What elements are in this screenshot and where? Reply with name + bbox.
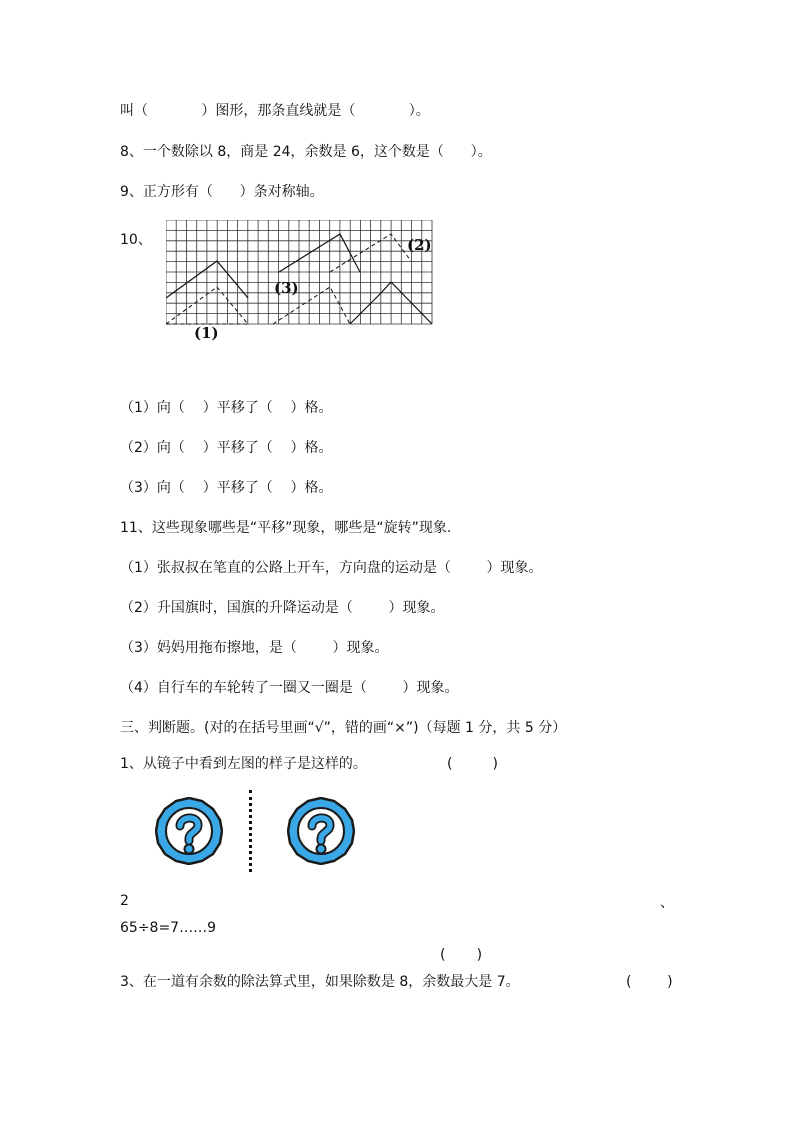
judge-3-text: 3、在一道有余数的除法算式里，如果除数是 8，余数最大是 7。 <box>120 974 520 990</box>
judge-1-answer-paren: ( ) <box>447 756 498 772</box>
question-11-sub-3: （3）妈妈用拖布擦地，是（ ）现象。 <box>120 640 389 656</box>
mirrored-question-mark-badge-icon <box>287 797 355 869</box>
judge-2-answer-paren: ( ) <box>440 947 483 963</box>
grid-label-3: (3) <box>274 279 299 297</box>
translation-grid-figure <box>166 220 446 354</box>
judge-1-text: 1、从镜子中看到左图的样子是这样的。 <box>120 756 367 772</box>
grid-label-2: (2) <box>407 236 432 254</box>
section-3-title: 三、判断题。(对的在括号里画“√”，错的画“×”)（每题 1 分，共 5 分） <box>120 720 567 736</box>
question-11-intro: 11、这些现象哪些是“平移”现象，哪些是“旋转”现象. <box>120 520 452 536</box>
question-9: 9、正方形有（ ）条对称轴。 <box>120 184 324 200</box>
judge-2-expression: 65÷8=7……9 <box>120 920 216 936</box>
mirror-divider <box>249 790 252 872</box>
judge-2-number: 2 <box>120 893 129 909</box>
question-11-sub-2: （2）升国旗时，国旗的升降运动是（ ）现象。 <box>120 600 445 616</box>
grid-label-1: (1) <box>194 324 219 342</box>
fill-blank-line: 叫（ ）图形，那条直线就是（ ）。 <box>120 103 430 119</box>
question-10-sub-1: （1）向（ ）平移了（ ）格。 <box>120 400 333 416</box>
question-10-number: 10、 <box>120 232 152 248</box>
question-10-sub-3: （3）向（ ）平移了（ ）格。 <box>120 480 333 496</box>
judge-3-answer-paren: ( ) <box>626 974 673 990</box>
question-11-sub-4: （4）自行车的车轮转了一圈又一圈是（ ）现象。 <box>120 680 459 696</box>
question-8: 8、一个数除以 8，商是 24，余数是 6，这个数是（ ）。 <box>120 144 492 160</box>
question-10-sub-2: （2）向（ ）平移了（ ）格。 <box>120 440 333 456</box>
judge-2-mark: 、 <box>660 895 674 911</box>
question-11-sub-1: （1）张叔叔在笔直的公路上开车，方向盘的运动是（ ）现象。 <box>120 560 543 576</box>
question-mark-badge-icon <box>155 797 223 869</box>
